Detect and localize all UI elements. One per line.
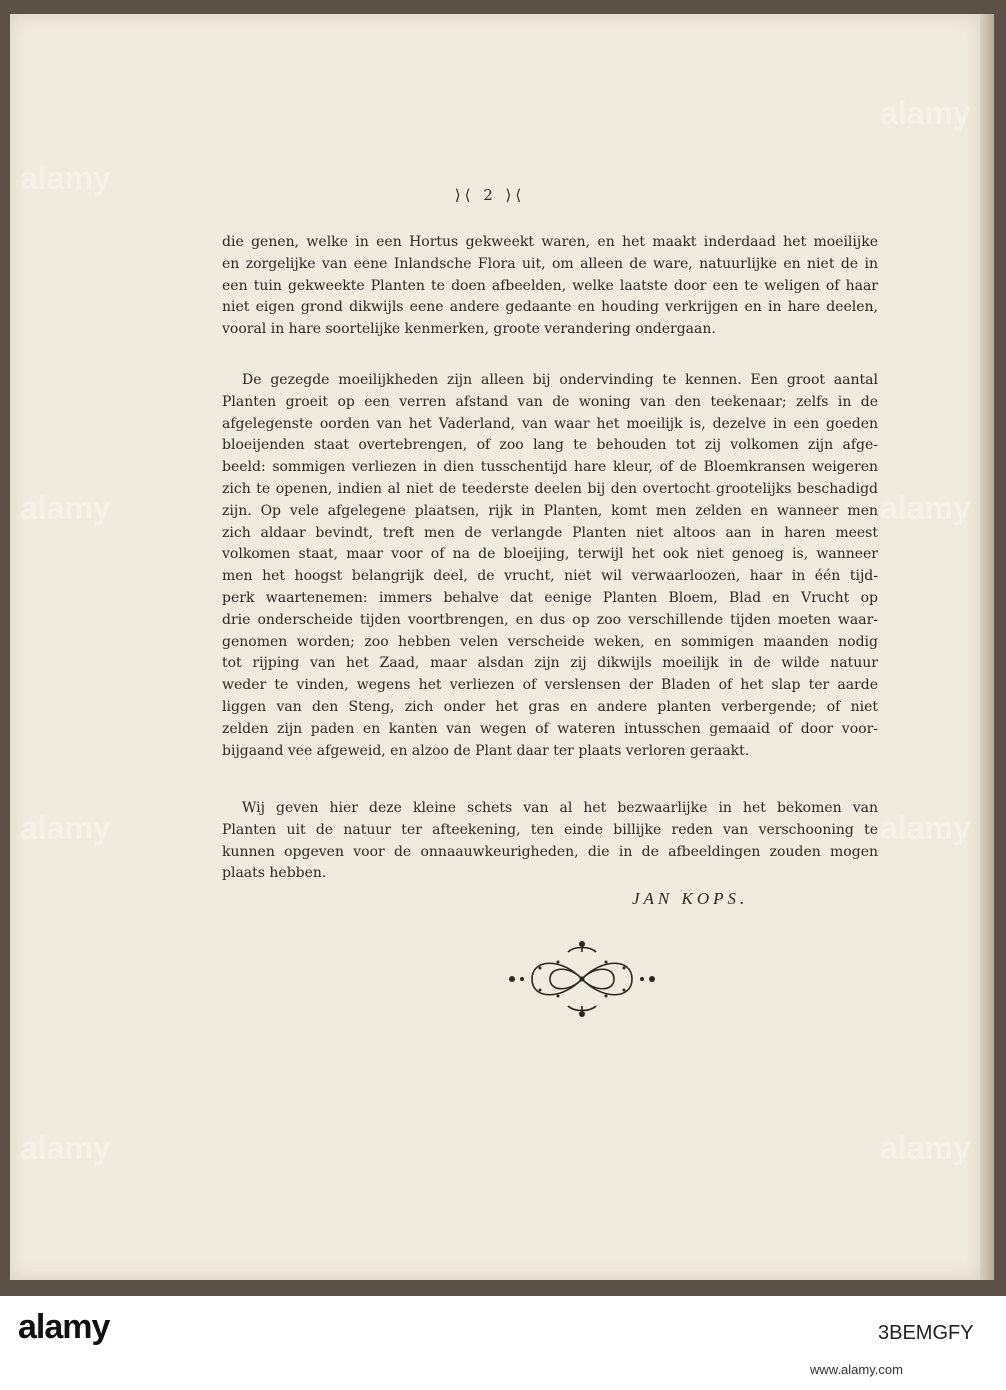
watermark-logo-faint: alamy <box>20 160 111 196</box>
page-edge <box>980 14 994 1280</box>
text-line: zelden zijn paden en kanten van wegen of wateren intusschen gemaaid of door voor- <box>222 720 878 737</box>
watermark-url: www.alamy.com <box>810 1362 903 1377</box>
watermark-logo-faint: alamy <box>880 490 971 526</box>
text-line: bijgaand vee afgeweid, en alzoo de Plant daar ter plaats verloren geraakt. <box>222 742 750 759</box>
watermark-logo-faint: alamy <box>880 1130 971 1166</box>
text-line: weder te vinden, wegens het verliezen of verslensen der Bladen of het slap ter aarde <box>222 677 878 694</box>
text-line: plaats hebben. <box>222 865 327 882</box>
watermark-logo: alamy <box>18 1308 110 1346</box>
text-line: tot rijping van het Zaad, maar alsdan zijn zij dikwijls moeilijk in de wilde natuur <box>222 655 878 672</box>
watermark-logo-faint: alamy <box>20 1130 111 1166</box>
text-line: perk waartenemen: immers behalve dat eenige Planten Bloem, Blad en Vrucht op <box>222 589 878 606</box>
text-line: De gezegde moeilijkheden zijn alleen bij ondervinding te kennen. Een groot aantal <box>242 372 878 388</box>
text-line: zich aldaar bevindt, treft men de verlangde Planten niet altoos aan in haren meest <box>222 524 878 541</box>
text-line: afgelegenste oorden van het Vaderland, van waar het moeilijk is, dezelve in een goeden <box>222 415 878 432</box>
text-line: niet eigen grond dikwijls eene andere gedaante en houding verkrijgen en in hare deelen, <box>222 299 878 316</box>
watermark-logo-faint: alamy <box>20 810 111 846</box>
text-line: en zorgelijke van eene Inlandsche Flora uit, om alleen de ware, natuurlijke en niet de in <box>222 255 878 272</box>
signature: JAN KOPS. <box>632 889 749 908</box>
watermark-logo-faint: alamy <box>880 810 971 846</box>
text-line: kunnen opgeven voor de onnaauwkeurigheden, die in de afbeeldingen zouden mogen <box>222 843 878 860</box>
watermark-logo-faint: alamy <box>880 95 971 131</box>
printers-ornament-icon <box>502 938 662 1020</box>
text-line: bloeijenden staat overtebrengen, of zoo lang te behouden tot zij volkomen zijn afge- <box>222 437 878 454</box>
text-line: liggen van den Steng, zich onder het gras en andere planten verbergende; of niet <box>222 698 878 715</box>
text-line: drie onderscheide tijden voortbrengen, en dus op zoo verschillende tijden moeten waar- <box>222 611 878 628</box>
text-line: zich te openen, indien al niet de teederste deelen bij den overtocht grootelijks beschadigd <box>222 480 878 497</box>
text-line: een tuin gekweekte Planten te doen afbeelden, welke laatste door een te weligen of haar <box>222 277 878 294</box>
text-line: genomen worden; zoo hebben velen verscheide weken, en sommigen maanden nodig <box>222 633 878 650</box>
text-line: Planten uit de natuur ter afteekening, ten einde billijke reden van verschooning te <box>222 821 878 838</box>
text-line: volkomen staat, maar voor of na de bloeijing, terwijl het ook niet genoeg is, wanneer <box>222 546 878 563</box>
paragraph-2 <box>222 370 878 762</box>
text-line: Planten groeit op een verren afstand van de woning van den teekenaar; zelfs in de <box>222 393 878 410</box>
paragraph-3 <box>222 798 878 885</box>
text-line: Wij geven hier deze kleine schets van al het bezwaarlijke in het bekomen van <box>242 800 878 816</box>
text-line: men het hoogst belangrijk deel, de vrucht, niet wil verwaarloozen, haar in één tijd- <box>222 568 878 585</box>
text-line: vooral in hare soortelijke kenmerken, groote verandering ondergaan. <box>222 321 716 338</box>
watermark-logo-faint: alamy <box>20 490 111 526</box>
page-number: ⟩⟨ 2 ⟩⟨ <box>454 186 526 204</box>
watermark-image-id: 3BEMGFY <box>878 1322 974 1344</box>
text-line: zijn. Op vele afgelegene plaatsen, rijk in Planten, komt men zelden en wanneer men <box>222 502 878 519</box>
text-line: die genen, welke in een Hortus gekweekt waren, en het maakt inderdaad het moeilijke <box>222 234 878 250</box>
paragraph-1 <box>222 232 878 341</box>
text-line: beeld: sommigen verliezen in dien tusschentijd hare kleur, of de Bloemkransen weigeren <box>222 459 878 476</box>
